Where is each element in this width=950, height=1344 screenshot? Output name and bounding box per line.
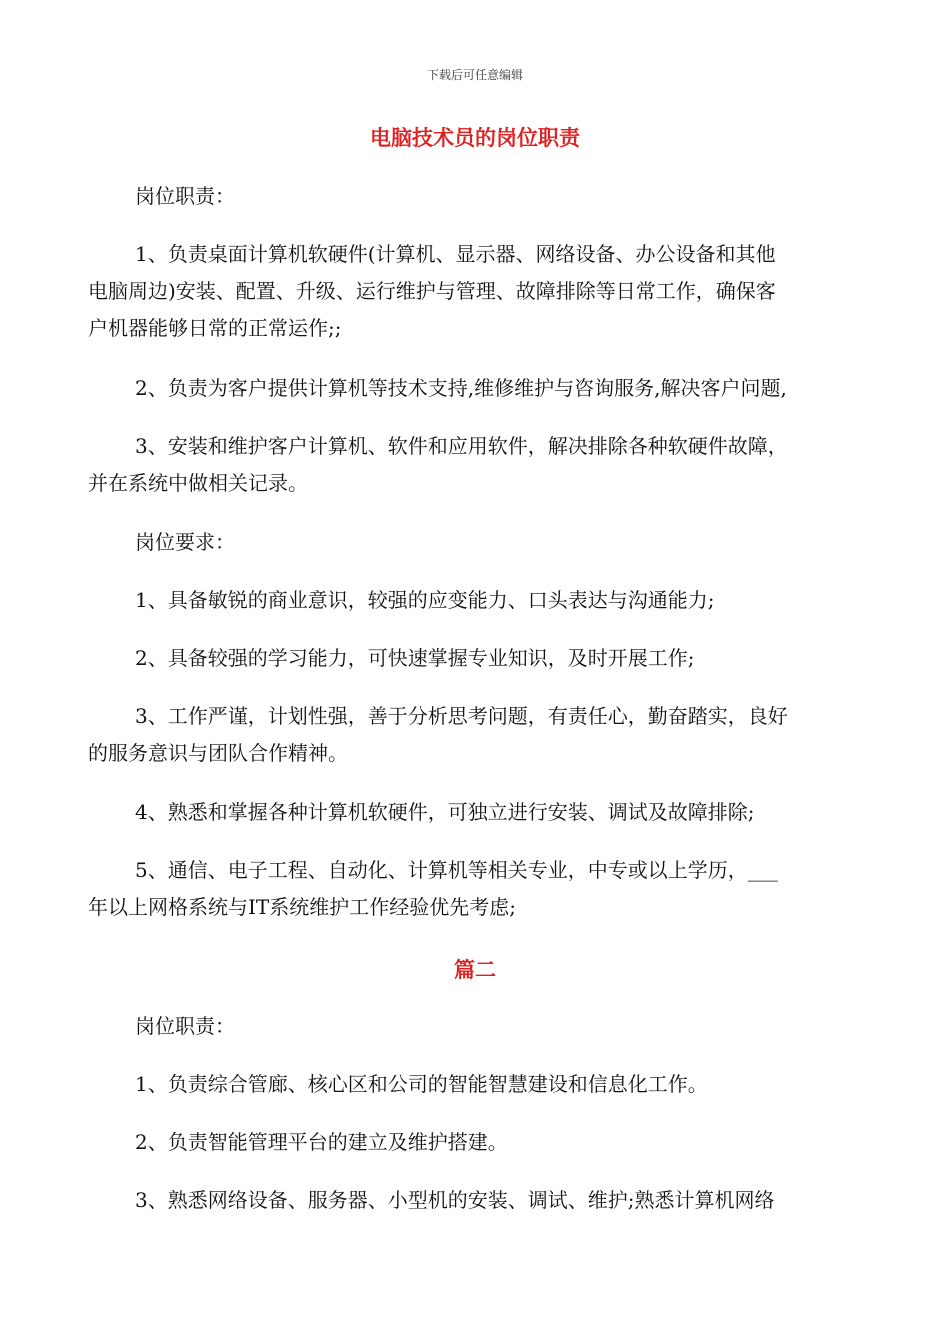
part-two-duty-heading: 岗位职责： — [135, 1014, 235, 1038]
requirement-heading: 岗位要求： — [135, 530, 235, 554]
part-two-duty-item-2: 2、负责智能管理平台的建立及维护搭建。 — [135, 1130, 508, 1154]
requirement-item-3-line-1: 3、工作严谨，计划性强，善于分析思考问题，有责任心，勤奋踏实，良好 — [135, 704, 788, 728]
duty-item-3-line-1: 3、安装和维护客户计算机、软件和应用软件，解决排除各种软硬件故障， — [135, 434, 788, 458]
duty-item-3 — [88, 428, 915, 502]
duty-item-1-line-3: 户机器能够日常的正常运作;; — [88, 316, 342, 340]
part-two-duty-item-1: 1、负责综合管廊、核心区和公司的智能智慧建设和信息化工作。 — [135, 1072, 708, 1096]
duty-item-1-line-2: 电脑周边)安装、配置、升级、运行维护与管理、故障排除等日常工作，确保客 — [88, 279, 776, 303]
requirement-item-1: 1、具备敏锐的商业意识，较强的应变能力、口头表达与沟通能力; — [135, 588, 715, 612]
requirement-item-5-line-2: 年以上网格系统与IT系统维护工作经验优先考虑; — [88, 895, 516, 919]
duty-item-2: 2、负责为客户提供计算机等技术支持,维修维护与咨询服务,解决客户问题, — [135, 376, 787, 400]
document-title: 电脑技术员的岗位职责 — [370, 126, 580, 150]
duty-item-1 — [88, 236, 915, 347]
requirement-item-3 — [88, 698, 915, 772]
part-two-duty-item-3: 3、熟悉网络设备、服务器、小型机的安装、调试、维护;熟悉计算机网络 — [135, 1188, 775, 1212]
duty-item-3-line-2: 并在系统中做相关记录。 — [88, 471, 308, 495]
duty-item-1-line-1: 1、负责桌面计算机软硬件(计算机、显示器、网络设备、办公设备和其他 — [135, 242, 776, 266]
part-two-title: 篇二 — [454, 958, 496, 982]
requirement-item-2: 2、具备较强的学习能力，可快速掌握专业知识，及时开展工作; — [135, 646, 695, 670]
page-header: 下载后可任意编辑 — [426, 68, 523, 82]
requirement-item-5-line-1: 5、通信、电子工程、自动化、计算机等相关专业，中专或以上学历，___ — [135, 858, 778, 882]
requirement-item-3-line-2: 的服务意识与团队合作精神。 — [88, 741, 348, 765]
requirement-item-4: 4、熟悉和掌握各种计算机软硬件，可独立进行安装、调试及故障排除; — [135, 800, 755, 824]
requirement-item-5 — [88, 852, 915, 926]
duty-heading: 岗位职责： — [135, 184, 235, 208]
